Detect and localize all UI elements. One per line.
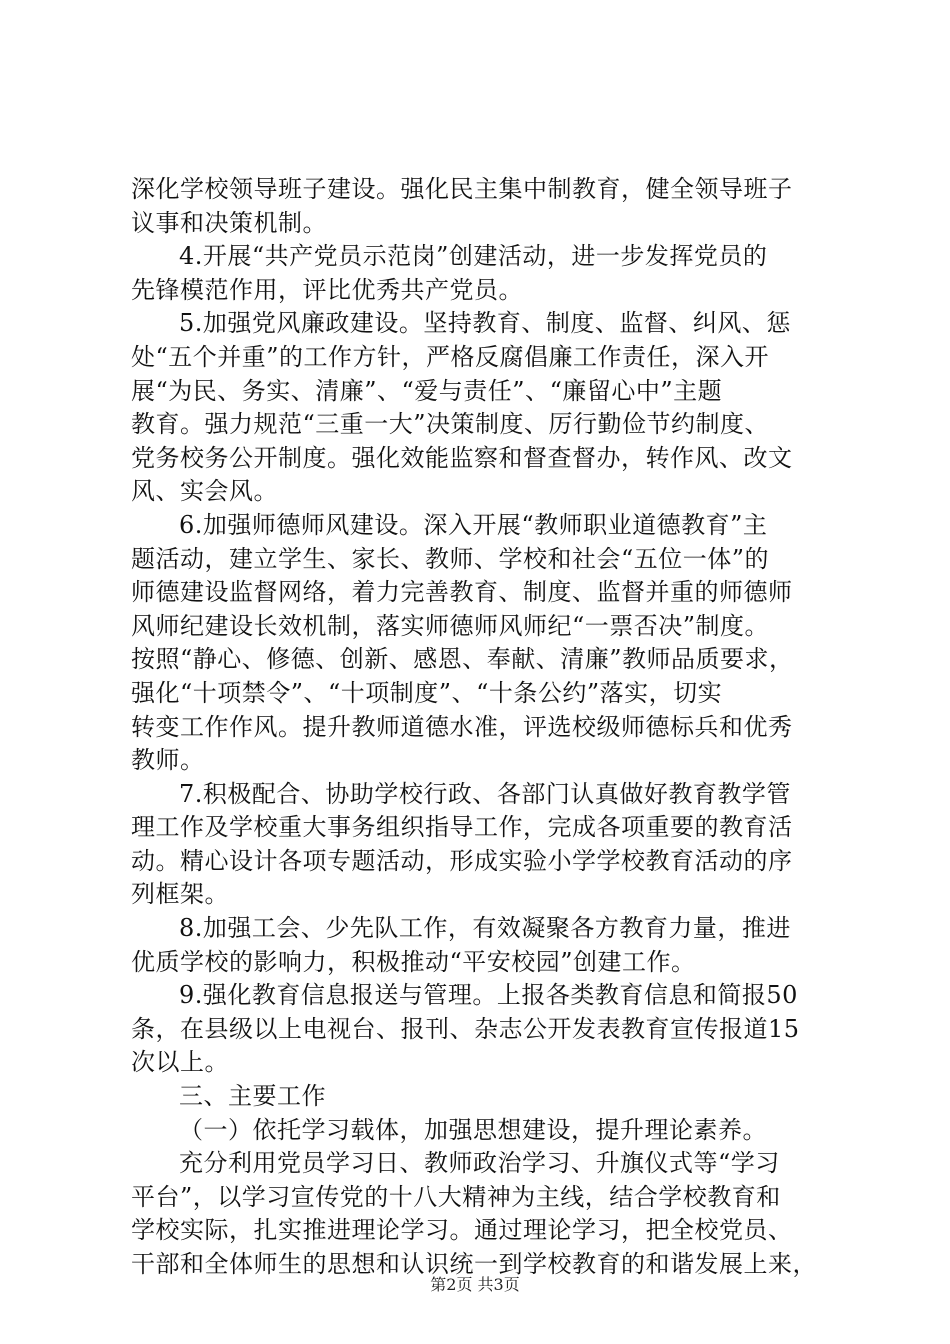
text-line: 党务校务公开制度。强化效能监察和督查督办，转作风、改文: [131, 443, 793, 472]
text-line: 5.加强党风廉政建设。坚持教育、制度、监督、纠风、惩: [179, 309, 791, 338]
text-line: 教师。: [131, 746, 205, 775]
text-line: 按照“静心、修德、创新、感恩、奉献、清廉”教师品质要求，: [131, 645, 794, 674]
text-line: 动。精心设计各项专题活动，形成实验小学学校教育活动的序: [131, 846, 793, 875]
text-line: 平台”，以学习宣传党的十八大精神为主线，结合学校教育和: [131, 1182, 781, 1211]
text-line: 7.积极配合、协助学校行政、各部门认真做好教育教学管: [179, 779, 791, 808]
text-line: 列框架。: [131, 880, 229, 909]
text-line: 次以上。: [131, 1048, 229, 1077]
text-line: 6.加强师德师风建设。深入开展“教师职业道德教育”主: [179, 510, 768, 539]
text-line: 处“五个并重”的工作方针，严格反腐倡廉工作责任，深入开: [131, 342, 770, 371]
text-line: 教育。强力规范“三重一大”决策制度、厉行勤俭节约制度、: [131, 410, 770, 439]
document-body: [131, 173, 831, 1282]
text-line: 先锋模范作用，评比优秀共产党员。: [131, 275, 523, 304]
text-line: 条，在县级以上电视台、报刊、杂志公开发表教育宣传报道15: [131, 1014, 800, 1043]
text-line: 师德建设监督网络，着力完善教育、制度、监督并重的师德师: [131, 578, 793, 607]
text-line: 风、实会风。: [131, 477, 278, 506]
text-line: 议事和决策机制。: [131, 208, 327, 237]
text-line: 风师纪建设长效机制，落实师德师风师纪“一票否决”制度。: [131, 611, 770, 640]
text-line: 充分利用党员学习日、教师政治学习、升旗仪式等“学习: [179, 1149, 780, 1178]
text-line: 优质学校的影响力，积极推动“平安校园”创建工作。: [131, 947, 696, 976]
text-line: （一）依托学习载体，加强思想建设，提升理论素养。: [179, 1115, 767, 1144]
text-line: 8.加强工会、少先队工作，有效凝聚各方教育力量，推进: [179, 914, 791, 943]
text-line: 深化学校领导班子建设。强化民主集中制教育，健全领导班子: [131, 175, 793, 203]
text-line: 转变工作作风。提升教师道德水准，评选校级师德标兵和优秀: [131, 712, 793, 741]
text-line: 学校实际，扎实推进理论学习。通过理论学习，把全校党员、: [131, 1216, 793, 1245]
text-line: 干部和全体师生的思想和认识统一到学校教育的和谐发展上来，: [131, 1250, 817, 1278]
text-line: 9.强化教育信息报送与管理。上报各类教育信息和简报50: [179, 981, 798, 1010]
text-line: 理工作及学校重大事务组织指导工作，完成各项重要的教育活: [131, 813, 793, 842]
text-line: 强化“十项禁令”、“十项制度”、“十条公约”落实，切实: [131, 678, 723, 707]
page-footer: 第2页 共3页: [430, 1275, 520, 1294]
text-line: 展“为民、务实、清廉”、“爱与责任”、“廉留心中”主题: [131, 376, 723, 405]
text-line: 题活动，建立学生、家长、教师、学校和社会“五位一体”的: [131, 544, 770, 573]
text-line: 三、主要工作: [179, 1082, 326, 1111]
text-line: 4.开展“共产党员示范岗”创建活动，进一步发挥党员的: [179, 242, 768, 271]
